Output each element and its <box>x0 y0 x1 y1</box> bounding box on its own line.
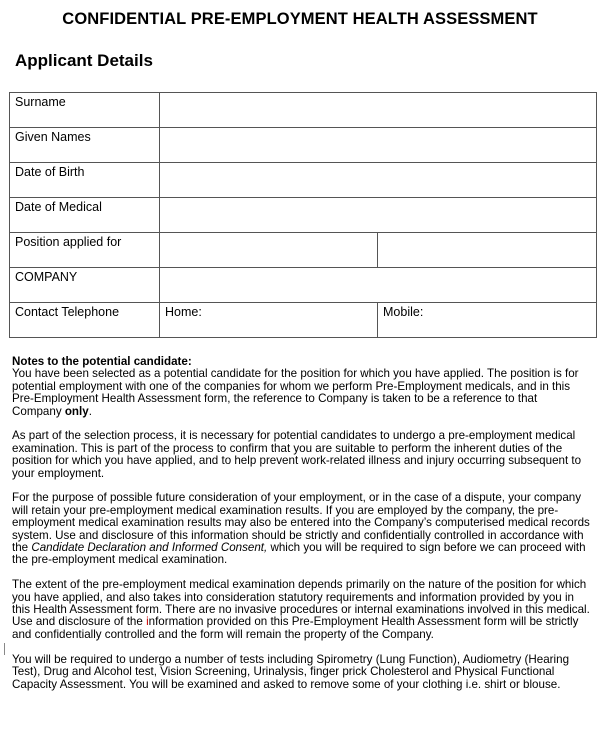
table-row <box>10 128 597 163</box>
surname-field[interactable] <box>160 93 597 128</box>
notes-text: . <box>88 404 92 418</box>
home-phone-field[interactable] <box>160 303 378 338</box>
notes-paragraph <box>12 492 590 566</box>
notes-text: The extent of the pre-employment medical examination depends primarily on the nature of the position for which you have applied, and also takes into consideration statutory requirements and information provided by you in this Health Assessment form. There are no invasive procedures or internal examinations involved in this medical. Use and disclosure of the <box>12 578 590 629</box>
notes-emphasis: Candidate Declaration and Informed Consent, <box>31 541 268 555</box>
date-of-medical-field[interactable] <box>160 198 597 233</box>
home-label: Home: <box>165 305 202 319</box>
dob-label: Date of Birth <box>10 163 160 198</box>
company-label: COMPANY <box>10 268 160 303</box>
document-title: CONFIDENTIAL PRE-EMPLOYMENT HEALTH ASSESSMENT <box>62 10 538 28</box>
notes-paragraph: As part of the selection process, it is necessary for potential candidates to undergo a pre-employment medical examination. This is part of the process to confirm that you are suitable to perform the inherent duties of the position for which you have applied, and to help prevent work-related illness and injury occurring subsequent to your employment. <box>12 429 582 480</box>
notes-paragraph <box>12 579 590 641</box>
notes-text: nformation provided on this Pre-Employment Health Assessment form will be strictly and confidentially controlled and the form will remain the property of the Company. <box>12 615 579 641</box>
text-cursor-marker <box>4 643 5 655</box>
table-row <box>10 233 597 268</box>
notes-text: You have been selected as a potential candidate for the position for which you have applied. The position is for potential employment with one of the companies for whom we perform Pre-Employment medicals, and in this Pre-Employment Health Assessment form, the reference to Company is taken to be a reference to that Company <box>12 367 579 418</box>
applicant-details-table <box>9 92 597 338</box>
notes-red-letter: i <box>146 615 149 629</box>
notes-paragraph <box>12 368 590 418</box>
position-extra-field[interactable] <box>378 233 597 268</box>
notes-section <box>12 356 590 703</box>
company-field[interactable] <box>160 268 597 303</box>
notes-heading: Notes to the potential candidate: <box>12 355 192 368</box>
given-names-field[interactable] <box>160 128 597 163</box>
notes-emphasis: only <box>64 404 89 418</box>
date-of-medical-label: Date of Medical <box>10 198 160 233</box>
table-row <box>10 163 597 198</box>
table-row <box>10 93 597 128</box>
surname-label: Surname <box>10 93 160 128</box>
table-row <box>10 198 597 233</box>
position-label: Position applied for <box>10 233 160 268</box>
dob-field[interactable] <box>160 163 597 198</box>
table-row <box>10 303 597 338</box>
mobile-label: Mobile: <box>383 305 424 319</box>
section-heading: Applicant Details <box>15 51 153 70</box>
notes-text: For the purpose of possible future consideration of your employment, or in the case of a dispute, your company will retain your pre-employment medical examination results. If you are employed by the company, the pre-employment medical examination results may also be entered into the Company’s computerised medical records system. Use and disclosure of this information should be strictly and confidentially controlled in accordance with the <box>12 491 590 555</box>
notes-text: which you will be required to sign before we can proceed with the pre-employment medical examination. <box>12 541 586 567</box>
mobile-phone-field[interactable] <box>378 303 597 338</box>
notes-paragraph: You will be required to undergo a number of tests including Spirometry (Lung Function), Audiometry (Hearing Test), Drug and Alcohol test, Vision Screening, Urinalysis, finger prick Cholesterol and Physical Functional Capacity Assessment. You will be examined and asked to remove some of your clothing i.e. shirt or blouse. <box>12 652 570 691</box>
given-names-label: Given Names <box>10 128 160 163</box>
telephone-label: Contact Telephone <box>10 303 160 338</box>
position-field[interactable] <box>160 233 378 268</box>
table-row <box>10 268 597 303</box>
